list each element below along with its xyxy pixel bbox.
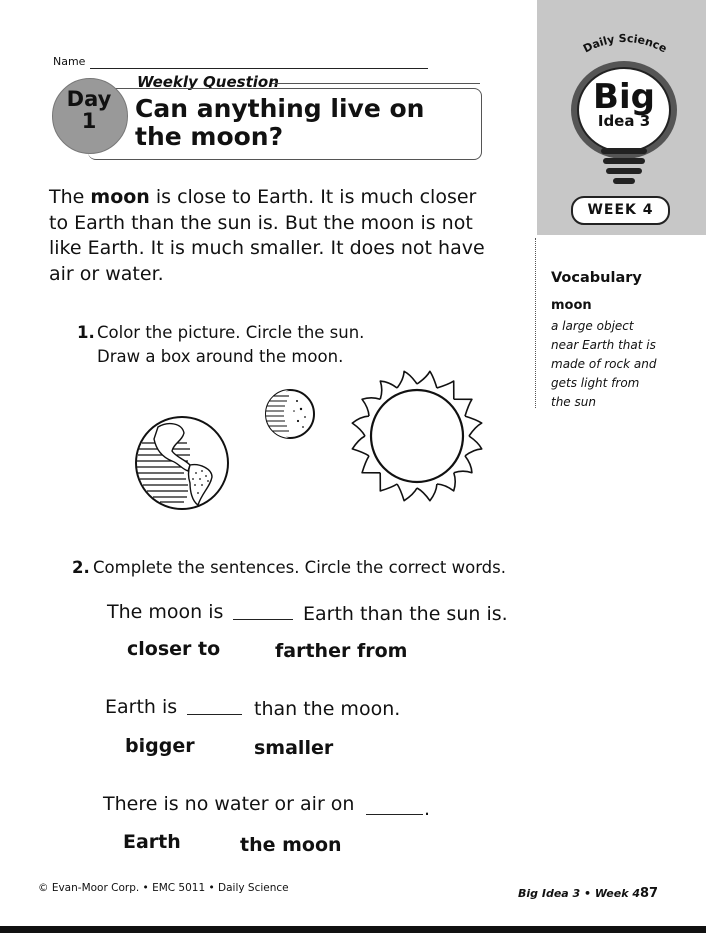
badge-idea-text: Idea 3 bbox=[597, 112, 651, 130]
weekly-question-rule bbox=[272, 83, 480, 84]
vocabulary-heading: Vocabulary bbox=[551, 270, 642, 286]
footer-section: Big Idea 3 • Week 4 bbox=[518, 887, 641, 900]
big-idea-badge bbox=[563, 28, 688, 193]
moon-illustration[interactable] bbox=[263, 387, 317, 441]
question-2-instruction: Complete the sentences. Circle the correct words. bbox=[93, 558, 506, 577]
sentence-3-blank[interactable] bbox=[366, 814, 423, 815]
badge-arc-text: Daily Science bbox=[581, 31, 670, 56]
sentence-3-start: There is no water or air on bbox=[103, 793, 355, 815]
sentence-2-choice-smaller[interactable]: smaller bbox=[254, 737, 334, 759]
day-label: Day bbox=[66, 87, 112, 111]
sentence-2-choice-bigger[interactable]: bigger bbox=[125, 735, 195, 757]
bottom-rule bbox=[0, 926, 706, 933]
intro-keyword-moon: moon bbox=[90, 186, 150, 208]
footer-copyright: © Evan-Moor Corp. • EMC 5011 • Daily Science bbox=[38, 882, 289, 894]
question-title: Can anything live on the moon? bbox=[135, 94, 425, 151]
question-1-line-1: Color the picture. Circle the sun. bbox=[97, 323, 365, 342]
sentence-1-start: The moon is bbox=[107, 601, 224, 623]
question-1-line-2: Draw a box around the moon. bbox=[97, 347, 344, 366]
question-1-number: 1. bbox=[77, 323, 95, 342]
sentence-2-end: than the moon. bbox=[254, 698, 401, 720]
question-2-number: 2. bbox=[72, 558, 90, 577]
badge-big-text: Big bbox=[593, 77, 655, 117]
intro-text-2: is close to Earth. It is much closer to Earth than the sun is. But the moon is not like Earth. It is much smaller. It does not have air or water. bbox=[49, 186, 485, 285]
vocabulary-word: moon bbox=[551, 298, 592, 313]
name-field-line[interactable] bbox=[90, 68, 428, 69]
intro-text-1: The bbox=[49, 186, 91, 208]
sentence-1-end: Earth than the sun is. bbox=[303, 603, 508, 625]
sentence-2-start: Earth is bbox=[105, 696, 178, 718]
page-number: 87 bbox=[640, 886, 659, 901]
earth-illustration[interactable] bbox=[132, 413, 232, 513]
sentence-3-end: . bbox=[424, 798, 431, 820]
vocabulary-divider bbox=[535, 238, 536, 408]
week-badge: WEEK 4 bbox=[571, 196, 670, 225]
svg-text:Daily Science bbox=[581, 32, 669, 56]
sentence-2-blank[interactable] bbox=[187, 714, 242, 715]
sun-illustration[interactable] bbox=[342, 366, 492, 506]
name-label: Name bbox=[53, 55, 86, 68]
sentence-1-choice-farther-from[interactable]: farther from bbox=[275, 640, 408, 662]
sentence-3-choice-earth[interactable]: Earth bbox=[123, 831, 181, 853]
sentence-3-choice-the-moon[interactable]: the moon bbox=[240, 834, 342, 856]
sentence-1-blank[interactable] bbox=[233, 619, 293, 620]
weekly-question-label: Weekly Question bbox=[137, 73, 279, 91]
intro-paragraph bbox=[49, 185, 489, 287]
day-number: 1 bbox=[81, 109, 97, 133]
vocabulary-definition: a large object near Earth that is made of rock and gets light from the sun bbox=[551, 319, 657, 409]
sentence-1-choice-closer-to[interactable]: closer to bbox=[127, 638, 221, 660]
